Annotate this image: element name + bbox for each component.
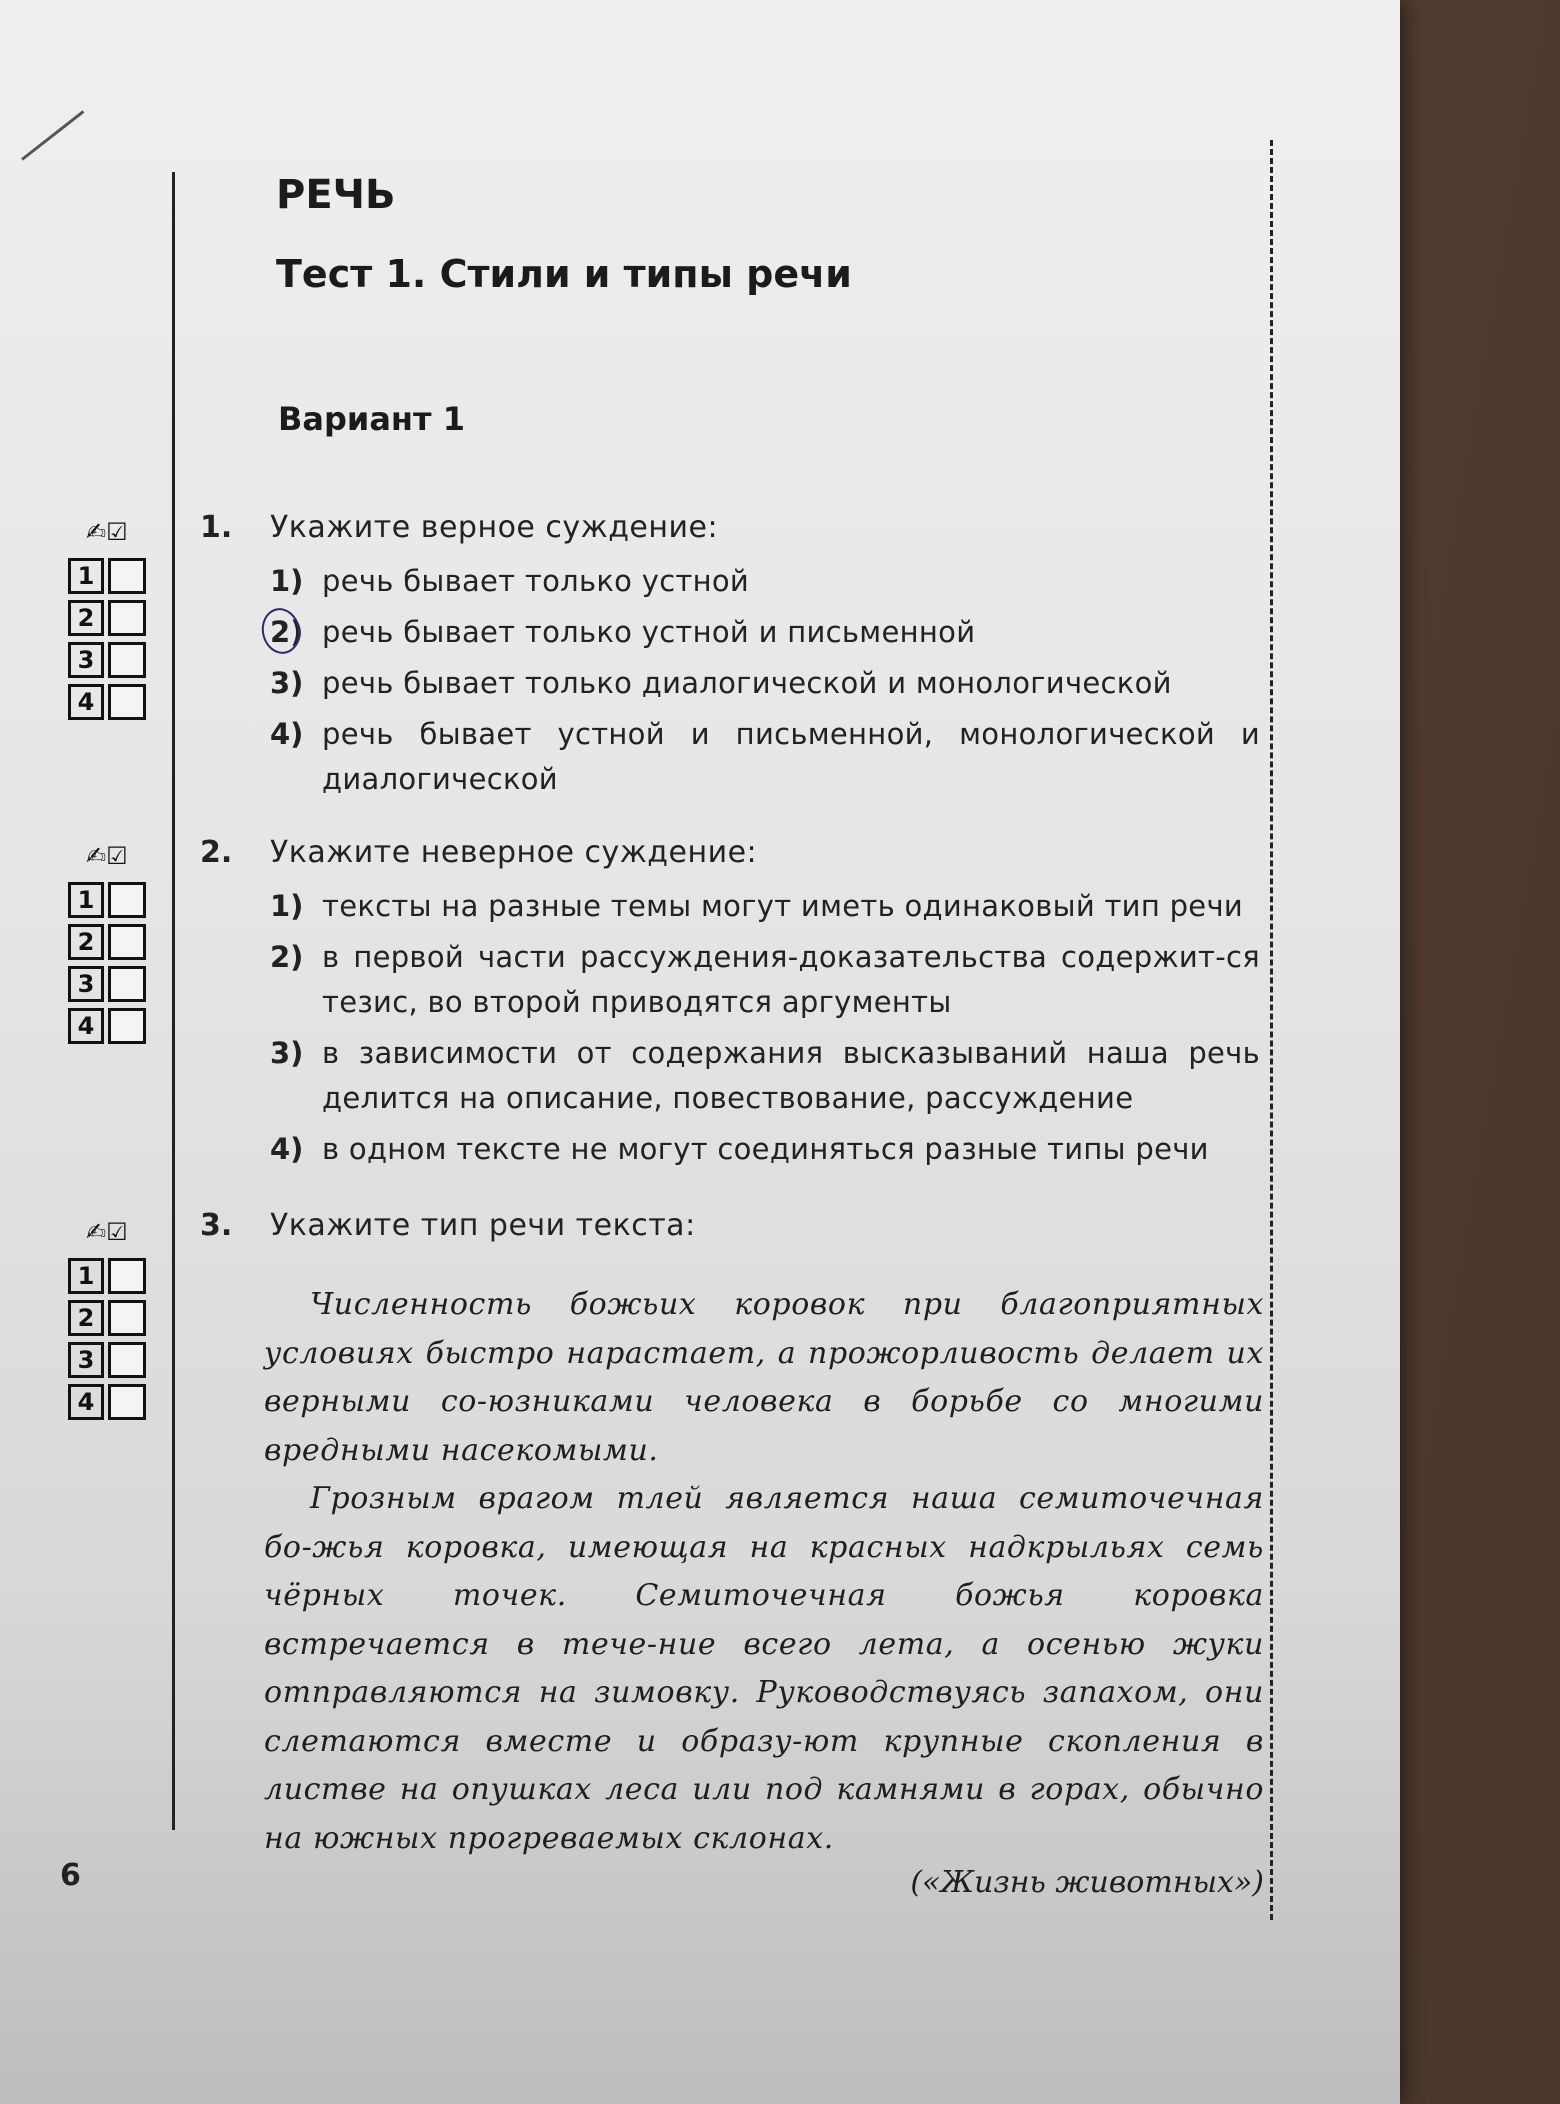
cut-line [1270, 140, 1273, 1920]
answer-number-box: 1 [68, 558, 104, 594]
section-title: РЕЧЬ [276, 172, 396, 218]
option-number: 4) [270, 1132, 304, 1166]
question-number: 2. [200, 835, 233, 870]
answer-checkbox[interactable] [108, 882, 146, 918]
option-text: тексты на разные темы могут иметь одинаковый тип речи [322, 889, 1244, 923]
answer-number-box: 4 [68, 1008, 104, 1044]
option-number-circled: 2) [270, 610, 322, 655]
answer-row-2 [68, 600, 158, 636]
answer-row-1 [68, 882, 158, 918]
option-number: 4) [270, 717, 304, 751]
answer-number-box: 2 [68, 924, 104, 960]
answer-checkbox[interactable] [108, 1384, 146, 1420]
question-2 [200, 835, 1260, 1178]
answer-block-q1 [68, 518, 158, 720]
option-item [270, 935, 1260, 1025]
answer-row-2 [68, 1300, 158, 1336]
answer-checkbox[interactable] [108, 1258, 146, 1294]
answer-checkbox[interactable] [108, 642, 146, 678]
option-text: в первой части рассуждения-доказательства содержит-ся тезис, во второй приводятся аргументы [322, 940, 1260, 1019]
option-number: 3) [270, 666, 304, 700]
answer-number-box: 1 [68, 882, 104, 918]
options-list [270, 884, 1260, 1172]
answer-row-4 [68, 684, 158, 720]
excerpt-paragraph: Грозным врагом тлей является наша семиточечная бо-жья коровка, имеющая на красных надкрыльях семь чёрных точек. Семиточечная божья коровка встречается в тече-ние всего лета, а осенью жуки отправляются на зимовку. Руководствуясь запахом, они слетаются вместе и образу-ют крупные скопления в листве на опушках леса или под камнями в горах, обычно на южных прогреваемых склонах. [264, 1481, 1264, 1856]
question-number: 3. [200, 1208, 233, 1243]
answer-row-3 [68, 1342, 158, 1378]
question-number: 1. [200, 510, 233, 545]
excerpt-paragraph: Численность божьих коровок при благоприятных условиях быстро нарастает, а прожорливость делает их верными со-юзниками человека в борьбе со многими вредными насекомыми. [264, 1287, 1264, 1468]
option-item-selected [270, 610, 1260, 655]
answer-number-box: 4 [68, 684, 104, 720]
option-number: 1) [270, 564, 304, 598]
answer-number-box: 3 [68, 1342, 104, 1378]
question-header [200, 1208, 1260, 1243]
question-text: Укажите тип речи текста: [270, 1208, 696, 1243]
answer-checkbox[interactable] [108, 558, 146, 594]
question-1 [200, 510, 1260, 808]
answer-number-box: 4 [68, 1384, 104, 1420]
answer-number-box: 3 [68, 966, 104, 1002]
question-text: Укажите верное суждение: [270, 510, 719, 545]
pencil-mark [21, 110, 84, 160]
answer-row-3 [68, 642, 158, 678]
pen-check-icon: ✍☑ [86, 518, 128, 546]
answer-row-1 [68, 558, 158, 594]
option-item [270, 884, 1260, 929]
answer-row-3 [68, 966, 158, 1002]
answer-row-4 [68, 1384, 158, 1420]
answer-row-2 [68, 924, 158, 960]
option-text: речь бывает устной и письменной, монологической и диалогической [322, 717, 1260, 796]
answer-checkbox[interactable] [108, 1008, 146, 1044]
answer-checkbox[interactable] [108, 966, 146, 1002]
answer-number-box: 2 [68, 1300, 104, 1336]
option-text: в зависимости от содержания высказываний наша речь делится на описание, повествование, рассуждение [322, 1036, 1260, 1115]
answer-checkbox[interactable] [108, 600, 146, 636]
pen-check-icon: ✍☑ [86, 1218, 128, 1246]
option-number: 3) [270, 1036, 304, 1070]
pen-check-icon: ✍☑ [86, 842, 128, 870]
answer-checkbox[interactable] [108, 1342, 146, 1378]
option-number: 1) [270, 889, 304, 923]
excerpt-source: («Жизнь животных») [910, 1865, 1264, 1900]
option-item [270, 661, 1260, 706]
test-title: Тест 1. Стили и типы речи [276, 252, 852, 296]
answer-block-q3 [68, 1218, 158, 1420]
option-item [270, 1031, 1260, 1121]
option-text: речь бывает только устной и письменной [322, 615, 976, 649]
question-header [200, 835, 1260, 870]
margin-line [172, 172, 175, 1830]
answer-checkbox[interactable] [108, 924, 146, 960]
question-text: Укажите неверное суждение: [270, 835, 758, 870]
answer-number-box: 1 [68, 1258, 104, 1294]
page-number: 6 [60, 1858, 81, 1893]
answer-checkbox[interactable] [108, 1300, 146, 1336]
answer-number-box: 3 [68, 642, 104, 678]
options-list [270, 559, 1260, 802]
text-excerpt [264, 1281, 1264, 1863]
option-text: речь бывает только диалогической и монологической [322, 666, 1172, 700]
answer-checkbox[interactable] [108, 684, 146, 720]
answer-row-1 [68, 1258, 158, 1294]
question-3 [200, 1208, 1264, 1900]
variant-label: Вариант 1 [278, 400, 465, 438]
option-item [270, 559, 1260, 604]
option-number: 2) [270, 940, 304, 974]
option-text: в одном тексте не могут соединяться разные типы речи [322, 1132, 1209, 1166]
answer-number-box: 2 [68, 600, 104, 636]
option-item [270, 1127, 1260, 1172]
option-text: речь бывает только устной [322, 564, 750, 598]
answer-row-4 [68, 1008, 158, 1044]
question-header [200, 510, 1260, 545]
option-item [270, 712, 1260, 802]
answer-block-q2 [68, 842, 158, 1044]
